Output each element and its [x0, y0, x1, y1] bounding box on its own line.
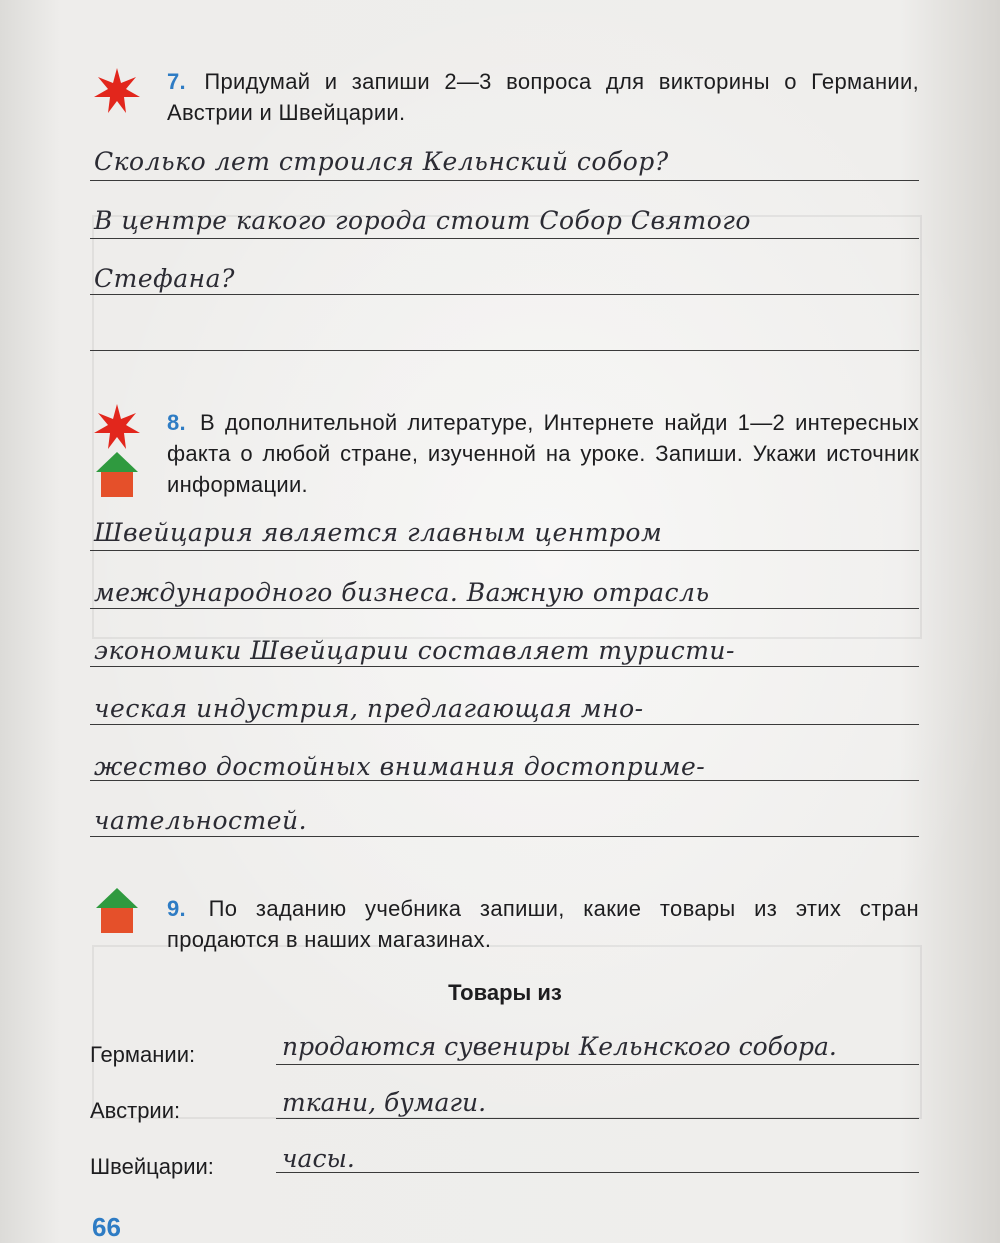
task-text: В дополнительной литературе, Интернете найди 1—2 интересных факта о любой стране, изученной на уроке. Запиши. Укажи источник информации. — [167, 410, 920, 497]
handwritten-answer-line: ческая индустрия, предлагающая мно- — [94, 694, 644, 723]
house-icon — [95, 886, 139, 936]
goods-row-answer: ткани, бумаги. — [282, 1088, 487, 1117]
writing-line — [276, 1064, 919, 1065]
handwritten-answer-line: чательностей. — [94, 806, 308, 835]
goods-row-answer: продаются сувениры Кельнского собора. — [282, 1032, 837, 1061]
task-text: Придумай и запиши 2—3 вопроса для викторины о Германии, Австрии и Швейцарии. — [167, 69, 919, 125]
writing-line — [90, 550, 919, 551]
writing-line — [90, 608, 919, 609]
house-icon — [95, 450, 139, 500]
goods-row-label: Германии: — [90, 1042, 196, 1067]
writing-line — [90, 238, 919, 239]
task-number: 9. — [167, 896, 186, 921]
goods-row-label: Австрии: — [90, 1098, 181, 1123]
handwritten-answer-line: экономики Швейцарии составляет туристи- — [94, 636, 735, 665]
writing-line — [276, 1172, 919, 1173]
writing-line — [90, 724, 919, 725]
task-8-prompt — [167, 407, 919, 500]
goods-row-label: Швейцарии: — [90, 1154, 214, 1179]
page-number: 66 — [92, 1212, 121, 1242]
goods-row-answer: часы. — [282, 1144, 355, 1173]
task-number: 8. — [167, 410, 186, 435]
task-7-prompt — [167, 66, 919, 128]
star-icon — [92, 66, 142, 116]
writing-line — [90, 294, 919, 295]
handwritten-answer-line: Сколько лет строился Кельнский собор? — [94, 147, 669, 176]
writing-line — [90, 180, 919, 181]
writing-line — [90, 666, 919, 667]
writing-line — [276, 1118, 919, 1119]
writing-line — [90, 836, 919, 837]
writing-line — [90, 350, 919, 351]
handwritten-answer-line: международного бизнеса. Важную отрасль — [94, 578, 710, 607]
handwritten-answer-line: жество достойных внимания достоприме- — [94, 752, 706, 781]
task-number: 7. — [167, 69, 186, 94]
task-9-prompt — [167, 893, 919, 955]
handwritten-answer-line: Швейцария является главным центром — [94, 518, 663, 547]
goods-table-title: Товары из — [448, 980, 562, 1005]
task-text: По заданию учебника запиши, какие товары из этих стран продаются в наших магазинах. — [167, 896, 919, 952]
handwritten-answer-line: В центре какого города стоит Собор Святого — [94, 206, 751, 235]
writing-line — [90, 780, 919, 781]
handwritten-answer-line: Стефана? — [94, 264, 235, 293]
star-icon — [92, 402, 142, 452]
